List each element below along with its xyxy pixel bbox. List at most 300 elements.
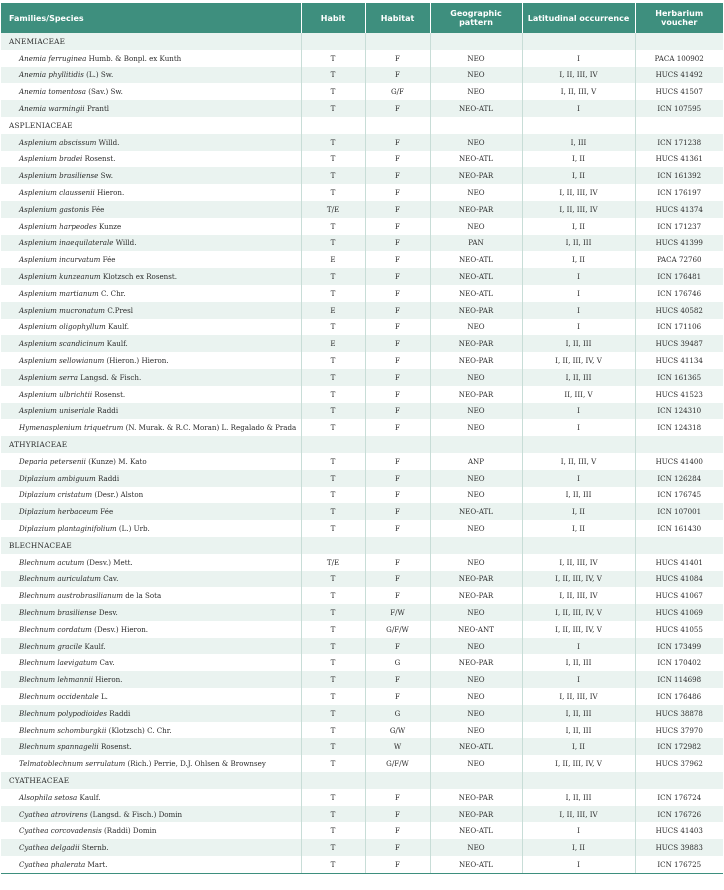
latitudinal-occurrence-cell: I: [522, 638, 635, 655]
habit-cell: T: [301, 604, 365, 621]
geographic-pattern-cell: NEO-ATL: [430, 151, 522, 168]
habitat-cell: F: [365, 335, 430, 352]
species-name-cell: [1, 285, 301, 302]
habit-cell: T: [301, 67, 365, 84]
species-row: [1, 100, 723, 117]
species-author: Kunze: [99, 221, 122, 231]
geographic-pattern-cell: NEO: [430, 419, 522, 436]
geographic-pattern-cell: NEO: [430, 487, 522, 504]
habit-cell: T: [301, 285, 365, 302]
latitudinal-occurrence-cell: I, II: [522, 520, 635, 537]
habit-cell: T: [301, 386, 365, 403]
species-author: Raddi: [97, 406, 119, 416]
geographic-pattern-cell: PAN: [430, 235, 522, 252]
herbarium-voucher-cell: HUCS 41055: [635, 621, 723, 638]
empty-cell: [430, 33, 522, 50]
species-binomial: Blechnum occidentale: [19, 691, 99, 701]
header-habit: Habit: [301, 3, 365, 33]
herbarium-voucher-cell: ICN 124310: [635, 403, 723, 420]
latitudinal-occurrence-cell: I, II, III, V: [522, 453, 635, 470]
species-binomial: Blechnum schomburgkii: [19, 725, 107, 735]
latitudinal-occurrence-cell: I: [522, 419, 635, 436]
latitudinal-occurrence-cell: I: [522, 319, 635, 336]
geographic-pattern-cell: NEO-ANT: [430, 621, 522, 638]
latitudinal-occurrence-cell: I: [522, 285, 635, 302]
geographic-pattern-cell: NEO-PAR: [430, 806, 522, 823]
empty-cell: [365, 537, 430, 554]
family-name: CYATHEACEAE: [1, 772, 301, 789]
latitudinal-occurrence-cell: I: [522, 822, 635, 839]
species-row: [1, 520, 723, 537]
geographic-pattern-cell: NEO-PAR: [430, 352, 522, 369]
species-author: de la Sota: [125, 591, 162, 601]
habitat-cell: F: [365, 453, 430, 470]
herbarium-voucher-cell: ICN 171238: [635, 134, 723, 151]
species-name-cell: [1, 218, 301, 235]
habit-cell: E: [301, 302, 365, 319]
habit-cell: T: [301, 369, 365, 386]
habit-cell: T: [301, 268, 365, 285]
latitudinal-occurrence-cell: I, II, III, IV: [522, 587, 635, 604]
species-name-cell: [1, 386, 301, 403]
habit-cell: T: [301, 167, 365, 184]
latitudinal-occurrence-cell: I: [522, 403, 635, 420]
species-binomial: Cyathea atrovirens: [19, 809, 88, 819]
species-binomial: Blechnum cordatum: [19, 624, 92, 634]
herbarium-voucher-cell: ICN 173499: [635, 638, 723, 655]
species-row: [1, 285, 723, 302]
species-author: (Sav.) Sw.: [88, 87, 123, 97]
geographic-pattern-cell: NEO: [430, 50, 522, 67]
species-row: [1, 722, 723, 739]
species-binomial: Deparia petersenii: [19, 456, 86, 466]
herbarium-voucher-cell: ICN 176726: [635, 806, 723, 823]
species-name-cell: [1, 738, 301, 755]
family-row: [1, 537, 723, 554]
species-row: [1, 369, 723, 386]
habit-cell: T: [301, 83, 365, 100]
herbarium-voucher-cell: ICN 114698: [635, 671, 723, 688]
species-binomial: Asplenium ulbrichtii: [19, 389, 93, 399]
latitudinal-occurrence-cell: I, II: [522, 503, 635, 520]
empty-cell: [430, 537, 522, 554]
species-name-cell: [1, 50, 301, 67]
empty-cell: [522, 436, 635, 453]
species-name-cell: [1, 571, 301, 588]
herbarium-voucher-cell: HUCS 39883: [635, 839, 723, 856]
species-name-cell: [1, 251, 301, 268]
species-binomial: Blechnum lehmannii: [19, 675, 94, 685]
habitat-cell: F: [365, 50, 430, 67]
habit-cell: T: [301, 822, 365, 839]
empty-cell: [522, 117, 635, 134]
species-author: Rosenst.: [100, 742, 132, 752]
herbarium-voucher-cell: HUCS 41403: [635, 822, 723, 839]
species-name-cell: [1, 419, 301, 436]
species-row: [1, 83, 723, 100]
latitudinal-occurrence-cell: I, III: [522, 134, 635, 151]
geographic-pattern-cell: NEO-ATL: [430, 822, 522, 839]
herbarium-voucher-cell: HUCS 41400: [635, 453, 723, 470]
latitudinal-occurrence-cell: I: [522, 302, 635, 319]
species-binomial: Asplenium brasiliense: [19, 171, 99, 181]
species-binomial: Anemia ferruginea: [19, 53, 87, 63]
habitat-cell: F: [365, 470, 430, 487]
header-latitudinal-occurrence: Latitudinal occurrence: [522, 3, 635, 33]
habitat-cell: F/W: [365, 604, 430, 621]
species-author: Langsd. & Fisch.: [80, 372, 142, 382]
habitat-cell: F: [365, 100, 430, 117]
species-binomial: Asplenium sellowianum: [19, 356, 105, 366]
habitat-cell: F: [365, 403, 430, 420]
species-author: Cav.: [99, 658, 115, 668]
species-row: [1, 671, 723, 688]
geographic-pattern-cell: NEO: [430, 470, 522, 487]
species-author: (Kunze) M. Kato: [88, 456, 147, 466]
herbarium-voucher-cell: HUCS 41084: [635, 571, 723, 588]
habitat-cell: G/F: [365, 83, 430, 100]
species-row: [1, 755, 723, 772]
habit-cell: T: [301, 755, 365, 772]
habitat-cell: F: [365, 134, 430, 151]
empty-cell: [635, 772, 723, 789]
herbarium-voucher-cell: ICN 176745: [635, 487, 723, 504]
latitudinal-occurrence-cell: I, II, III: [522, 335, 635, 352]
latitudinal-occurrence-cell: I: [522, 268, 635, 285]
habit-cell: T: [301, 184, 365, 201]
habitat-cell: F: [365, 520, 430, 537]
species-row: [1, 705, 723, 722]
species-author: Prantl: [86, 104, 110, 114]
species-binomial: Asplenium inaequilaterale: [19, 238, 114, 248]
habitat-cell: F: [365, 856, 430, 873]
family-name: ANEMIACEAE: [1, 33, 301, 50]
species-binomial: Asplenium oligophyllum: [19, 322, 106, 332]
empty-cell: [301, 33, 365, 50]
latitudinal-occurrence-cell: I, II, III, IV, V: [522, 621, 635, 638]
herbarium-voucher-cell: ICN 176197: [635, 184, 723, 201]
species-binomial: Diplazium cristatum: [19, 490, 93, 500]
latitudinal-occurrence-cell: I: [522, 470, 635, 487]
species-author: Hieron.: [97, 188, 125, 198]
species-row: [1, 403, 723, 420]
habitat-cell: W: [365, 738, 430, 755]
header-geographic-pattern: Geographic pattern: [430, 3, 522, 33]
species-binomial: Asplenium gastonis: [19, 204, 90, 214]
geographic-pattern-cell: NEO: [430, 839, 522, 856]
latitudinal-occurrence-cell: I, II: [522, 738, 635, 755]
species-row: [1, 134, 723, 151]
latitudinal-occurrence-cell: I, II: [522, 218, 635, 235]
species-name-cell: [1, 587, 301, 604]
habitat-cell: F: [365, 487, 430, 504]
latitudinal-occurrence-cell: I, II, III: [522, 722, 635, 739]
empty-cell: [365, 772, 430, 789]
latitudinal-occurrence-cell: I, II: [522, 251, 635, 268]
species-name-cell: [1, 470, 301, 487]
species-author: Rosenst.: [94, 389, 126, 399]
empty-cell: [301, 436, 365, 453]
species-row: [1, 789, 723, 806]
geographic-pattern-cell: NEO-PAR: [430, 789, 522, 806]
habit-cell: T: [301, 352, 365, 369]
habitat-cell: F: [365, 419, 430, 436]
habit-cell: E: [301, 251, 365, 268]
habitat-cell: F: [365, 806, 430, 823]
herbarium-voucher-cell: HUCS 41523: [635, 386, 723, 403]
habitat-cell: F: [365, 822, 430, 839]
table-header: [1, 3, 723, 33]
habit-cell: T: [301, 638, 365, 655]
species-row: [1, 554, 723, 571]
species-row: [1, 184, 723, 201]
species-binomial: Blechnum acutum: [19, 557, 85, 567]
geographic-pattern-cell: NEO: [430, 403, 522, 420]
species-binomial: Blechnum polypodioides: [19, 708, 107, 718]
herbarium-voucher-cell: ICN 176725: [635, 856, 723, 873]
latitudinal-occurrence-cell: I: [522, 50, 635, 67]
species-name-cell: [1, 268, 301, 285]
herbarium-voucher-cell: HUCS 41401: [635, 554, 723, 571]
geographic-pattern-cell: NEO: [430, 520, 522, 537]
species-name-cell: [1, 856, 301, 873]
species-table: [1, 3, 723, 873]
species-author: Desv.: [98, 607, 118, 617]
header-habitat: Habitat: [365, 3, 430, 33]
habitat-cell: F: [365, 268, 430, 285]
species-author: Hieron.: [95, 675, 123, 685]
habit-cell: T/E: [301, 201, 365, 218]
species-name-cell: [1, 688, 301, 705]
geographic-pattern-cell: NEO: [430, 755, 522, 772]
habitat-cell: F: [365, 638, 430, 655]
empty-cell: [522, 772, 635, 789]
species-author: (Klotzsch) C. Chr.: [108, 725, 172, 735]
header-herbarium-voucher: Herbarium voucher: [635, 3, 723, 33]
species-name-cell: [1, 806, 301, 823]
geographic-pattern-cell: NEO: [430, 638, 522, 655]
species-row: [1, 654, 723, 671]
herbarium-voucher-cell: HUCS 41067: [635, 587, 723, 604]
species-name-cell: [1, 604, 301, 621]
geographic-pattern-cell: NEO: [430, 83, 522, 100]
species-row: [1, 302, 723, 319]
species-binomial: Asplenium serra: [19, 372, 79, 382]
latitudinal-occurrence-cell: I, II, III, IV: [522, 67, 635, 84]
species-row: [1, 503, 723, 520]
species-name-cell: [1, 167, 301, 184]
species-binomial: Diplazium herbaceum: [19, 507, 98, 517]
species-author: (Desv.) Mett.: [86, 557, 133, 567]
herbarium-voucher-cell: HUCS 41492: [635, 67, 723, 84]
herbarium-voucher-cell: ICN 161365: [635, 369, 723, 386]
herbarium-voucher-cell: HUCS 41134: [635, 352, 723, 369]
family-name: BLECHNACEAE: [1, 537, 301, 554]
header-families-species: Families/Species: [1, 3, 301, 33]
species-binomial: Asplenium abscissum: [19, 137, 97, 147]
habit-cell: T: [301, 50, 365, 67]
latitudinal-occurrence-cell: I, II: [522, 151, 635, 168]
habit-cell: T: [301, 235, 365, 252]
species-author: (L.) Sw.: [86, 70, 114, 80]
species-binomial: Cyathea delgadii: [19, 843, 80, 853]
species-binomial: Asplenium incurvatum: [19, 255, 101, 265]
species-row: [1, 151, 723, 168]
geographic-pattern-cell: NEO: [430, 369, 522, 386]
herbarium-voucher-cell: ICN 170402: [635, 654, 723, 671]
herbarium-voucher-cell: ICN 172982: [635, 738, 723, 755]
species-row: [1, 470, 723, 487]
species-row: [1, 386, 723, 403]
table-bottom-rule: [1, 873, 723, 874]
empty-cell: [635, 33, 723, 50]
species-row: [1, 822, 723, 839]
habit-cell: T: [301, 839, 365, 856]
habit-cell: T: [301, 856, 365, 873]
species-binomial: Blechnum spannagelii: [19, 742, 99, 752]
latitudinal-occurrence-cell: I, II: [522, 839, 635, 856]
species-binomial: Diplazium plantaginifolium: [19, 524, 117, 533]
latitudinal-occurrence-cell: I, II, III, IV: [522, 184, 635, 201]
species-binomial: Blechnum laevigatum: [19, 658, 98, 668]
empty-cell: [430, 772, 522, 789]
habit-cell: T: [301, 705, 365, 722]
herbarium-voucher-cell: ICN 126284: [635, 470, 723, 487]
habitat-cell: F: [365, 201, 430, 218]
species-binomial: Cyathea corcovadensis: [19, 826, 102, 836]
geographic-pattern-cell: NEO: [430, 604, 522, 621]
habitat-cell: F: [365, 369, 430, 386]
herbarium-voucher-cell: HUCS 39487: [635, 335, 723, 352]
species-row: [1, 268, 723, 285]
species-binomial: Blechnum austrobrasilianum: [19, 591, 123, 601]
habit-cell: T: [301, 738, 365, 755]
species-binomial: Asplenium scandicinum: [19, 339, 105, 349]
species-row: [1, 50, 723, 67]
geographic-pattern-cell: NEO-PAR: [430, 335, 522, 352]
species-author: Sw.: [100, 171, 113, 181]
species-name-cell: [1, 755, 301, 772]
species-name-cell: [1, 621, 301, 638]
species-author: (N. Murak. & R.C. Moran) L. Regalado & Prada: [125, 423, 297, 433]
species-row: [1, 738, 723, 755]
habit-cell: T: [301, 806, 365, 823]
habit-cell: T: [301, 587, 365, 604]
habit-cell: T: [301, 789, 365, 806]
herbarium-voucher-cell: HUCS 41069: [635, 604, 723, 621]
species-binomial: Hymenasplenium triquetrum: [19, 423, 124, 433]
empty-cell: [365, 33, 430, 50]
species-binomial: Cyathea phalerata: [19, 859, 86, 869]
herbarium-voucher-cell: ICN 161392: [635, 167, 723, 184]
species-name-cell: [1, 705, 301, 722]
family-name: ATHYRIACEAE: [1, 436, 301, 453]
latitudinal-occurrence-cell: II, III, V: [522, 386, 635, 403]
species-name-cell: [1, 352, 301, 369]
species-row: [1, 587, 723, 604]
habitat-cell: F: [365, 235, 430, 252]
habit-cell: E: [301, 335, 365, 352]
species-author: (Raddi) Domin: [104, 826, 157, 836]
herbarium-voucher-cell: ICN 124318: [635, 419, 723, 436]
herbarium-voucher-cell: ICN 176481: [635, 268, 723, 285]
habit-cell: T: [301, 503, 365, 520]
geographic-pattern-cell: NEO-ATL: [430, 251, 522, 268]
geographic-pattern-cell: NEO-PAR: [430, 386, 522, 403]
species-binomial: Asplenium mucronatum: [19, 305, 106, 315]
species-binomial: Diplazium ambiguum: [19, 473, 96, 483]
habit-cell: T: [301, 319, 365, 336]
latitudinal-occurrence-cell: I, II, III: [522, 235, 635, 252]
herbarium-voucher-cell: ICN 171237: [635, 218, 723, 235]
family-row: [1, 117, 723, 134]
geographic-pattern-cell: NEO-PAR: [430, 571, 522, 588]
species-author: C.Presl: [107, 305, 134, 315]
species-author: Kaulf.: [106, 339, 128, 349]
geographic-pattern-cell: NEO: [430, 319, 522, 336]
latitudinal-occurrence-cell: I, II, III, IV, V: [522, 755, 635, 772]
species-author: Fée: [102, 255, 116, 265]
species-author: (Langsd. & Fisch.) Domin: [89, 809, 183, 819]
habitat-cell: F: [365, 218, 430, 235]
habitat-cell: G/W: [365, 722, 430, 739]
species-row: [1, 352, 723, 369]
empty-cell: [365, 117, 430, 134]
habitat-cell: F: [365, 839, 430, 856]
species-row: [1, 235, 723, 252]
species-author: Klotzsch ex Rosenst.: [102, 272, 177, 282]
habitat-cell: F: [365, 67, 430, 84]
latitudinal-occurrence-cell: I, II, III: [522, 369, 635, 386]
species-name-cell: [1, 403, 301, 420]
empty-cell: [430, 117, 522, 134]
habitat-cell: F: [365, 503, 430, 520]
species-author: Mart.: [87, 859, 108, 869]
habit-cell: T/E: [301, 554, 365, 571]
geographic-pattern-cell: NEO: [430, 554, 522, 571]
species-binomial: Anemia tomentosa: [19, 87, 86, 97]
species-row: [1, 487, 723, 504]
empty-cell: [522, 33, 635, 50]
habitat-cell: F: [365, 319, 430, 336]
empty-cell: [301, 772, 365, 789]
species-row: [1, 839, 723, 856]
habitat-cell: F: [365, 184, 430, 201]
species-name-cell: [1, 100, 301, 117]
empty-cell: [635, 537, 723, 554]
geographic-pattern-cell: NEO-ATL: [430, 738, 522, 755]
species-author: Fée: [91, 204, 105, 214]
habit-cell: T: [301, 722, 365, 739]
herbarium-voucher-cell: HUCS 41374: [635, 201, 723, 218]
latitudinal-occurrence-cell: I, II, III: [522, 705, 635, 722]
habit-cell: T: [301, 151, 365, 168]
herbarium-voucher-cell: ICN 176486: [635, 688, 723, 705]
species-row: [1, 419, 723, 436]
herbarium-voucher-cell: HUCS 38878: [635, 705, 723, 722]
species-author: Fée: [100, 507, 114, 517]
species-row: [1, 688, 723, 705]
habitat-cell: F: [365, 251, 430, 268]
geographic-pattern-cell: ANP: [430, 453, 522, 470]
species-name-cell: [1, 638, 301, 655]
species-row: [1, 335, 723, 352]
herbarium-voucher-cell: ICN 107001: [635, 503, 723, 520]
species-author: Cav.: [103, 574, 119, 584]
species-author: C. Chr.: [100, 288, 126, 298]
habitat-cell: F: [365, 302, 430, 319]
herbarium-voucher-cell: HUCS 37970: [635, 722, 723, 739]
